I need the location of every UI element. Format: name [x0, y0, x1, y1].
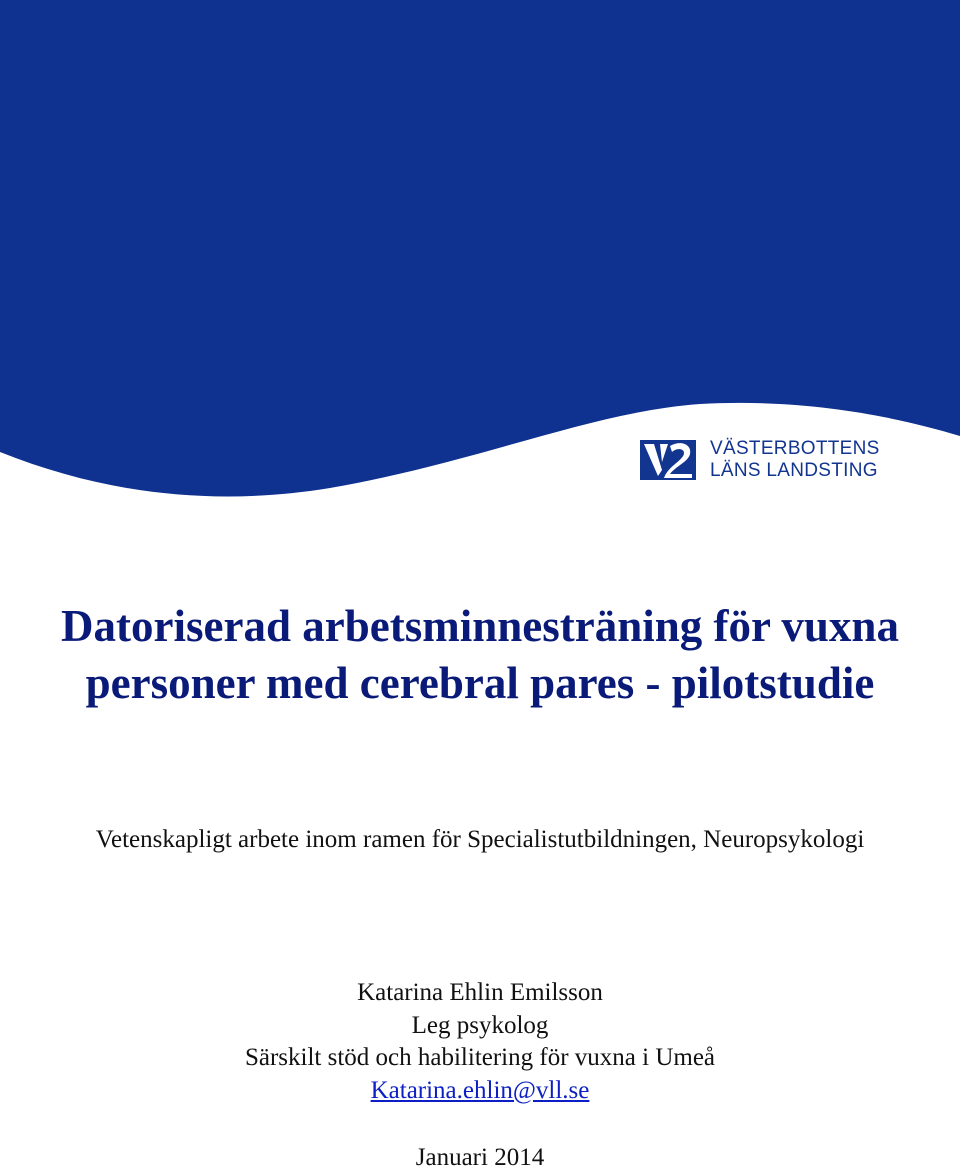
author-name: Katarina Ehlin Emilsson — [357, 979, 603, 1006]
banner-shape — [0, 0, 960, 496]
header-banner — [0, 0, 960, 510]
logo-line-1: VÄSTERBOTTENS — [710, 438, 880, 459]
document-title — [0, 598, 960, 712]
logo-wordmark — [710, 438, 880, 482]
document-date: Januari 2014 — [415, 1144, 545, 1171]
author-unit: Särskilt stöd och habilitering för vuxna i Umeå — [244, 1044, 716, 1071]
author-email-link[interactable]: Katarina.ehlin@vll.se — [370, 1076, 590, 1104]
author-info — [0, 977, 960, 1107]
title-line-2: personer med cerebral pares - pilotstudie — [85, 658, 875, 708]
author-role: Leg psykolog — [411, 1011, 549, 1039]
vll-logo-mark-icon — [640, 440, 696, 480]
logo-line-2: LÄNS LANDSTING — [710, 460, 878, 481]
title-line-1: Datoriserad arbetsminnesträning för vuxna — [61, 601, 899, 651]
organization-logo — [640, 438, 910, 484]
document-subtitle: Vetenskapligt arbete inom ramen för Specialistutbildningen, Neuropsykologi — [95, 826, 865, 853]
